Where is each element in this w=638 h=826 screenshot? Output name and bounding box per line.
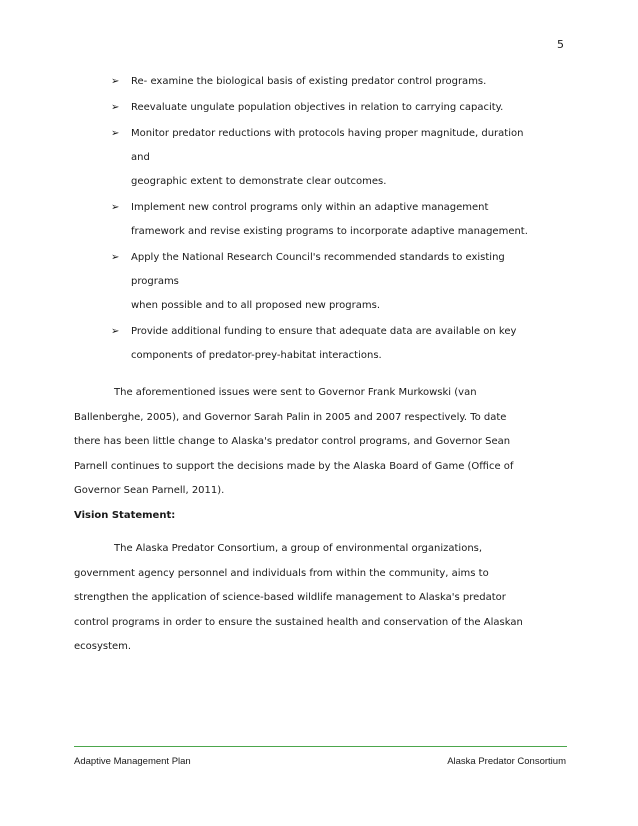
bullet-text: Re- examine the biological basis of existing predator control programs.: [131, 76, 487, 87]
paragraph-line: government agency personnel and individuals from within the community, aims to: [74, 567, 489, 579]
vision-paragraph: [74, 537, 569, 660]
paragraph-line: Governor Sean Parnell, 2011).: [74, 485, 225, 496]
history-paragraph: [74, 381, 569, 504]
paragraph-line: The Alaska Predator Consortium, a group of environmental organizations,: [114, 543, 483, 554]
arrow-bullet-icon: ➢: [111, 252, 120, 263]
recommendation-item: [111, 70, 581, 94]
bullet-text: Monitor predator reductions with protocols having proper magnitude, duration: [131, 128, 524, 139]
recommendation-item: [111, 320, 581, 368]
page-number: 5: [557, 38, 564, 51]
bullet-text: when possible and to all proposed new programs.: [131, 300, 381, 311]
recommendation-list: [111, 70, 581, 368]
bullet-text: components of predator-prey-habitat interactions.: [131, 350, 382, 361]
arrow-bullet-icon: ➢: [111, 202, 120, 213]
bullet-text: programs: [131, 276, 179, 287]
recommendation-item: [111, 96, 581, 120]
bullet-text: Provide additional funding to ensure that adequate data are available on key: [131, 326, 517, 337]
footer-divider: [74, 746, 567, 747]
arrow-bullet-icon: ➢: [111, 326, 120, 337]
recommendation-item: [111, 246, 581, 318]
paragraph-line: there has been little change to Alaska's predator control programs, and Governor Sean: [74, 436, 511, 447]
bullet-text: Implement new control programs only within an adaptive management: [131, 202, 489, 213]
section-heading: Vision Statement:: [74, 510, 176, 521]
arrow-bullet-icon: ➢: [111, 128, 120, 139]
paragraph-line: control programs in order to ensure the sustained health and conservation of the Alaskan: [74, 616, 523, 628]
paragraph-line: strengthen the application of science-based wildlife management to Alaska's predator: [74, 592, 506, 603]
footer-organization: Alaska Predator Consortium: [447, 756, 566, 767]
recommendation-item: [111, 196, 581, 244]
paragraph-line: Parnell continues to support the decisions made by the Alaska Board of Game (Office of: [74, 460, 514, 472]
bullet-text: framework and revise existing programs to incorporate adaptive management.: [131, 226, 528, 237]
footer-document-title: Adaptive Management Plan: [74, 756, 191, 767]
arrow-bullet-icon: ➢: [111, 102, 120, 113]
paragraph-line: ecosystem.: [74, 641, 132, 652]
recommendation-item: [111, 122, 581, 194]
bullet-text: geographic extent to demonstrate clear outcomes.: [131, 176, 387, 187]
paragraph-line: Ballenberghe, 2005), and Governor Sarah Palin in 2005 and 2007 respectively. To date: [74, 411, 507, 423]
bullet-text: Apply the National Research Council's recommended standards to existing: [131, 252, 505, 263]
bullet-text: and: [131, 152, 150, 163]
paragraph-line: The aforementioned issues were sent to Governor Frank Murkowski (van: [114, 387, 477, 398]
arrow-bullet-icon: ➢: [111, 76, 120, 87]
bullet-text: Reevaluate ungulate population objectives in relation to carrying capacity.: [131, 102, 504, 113]
